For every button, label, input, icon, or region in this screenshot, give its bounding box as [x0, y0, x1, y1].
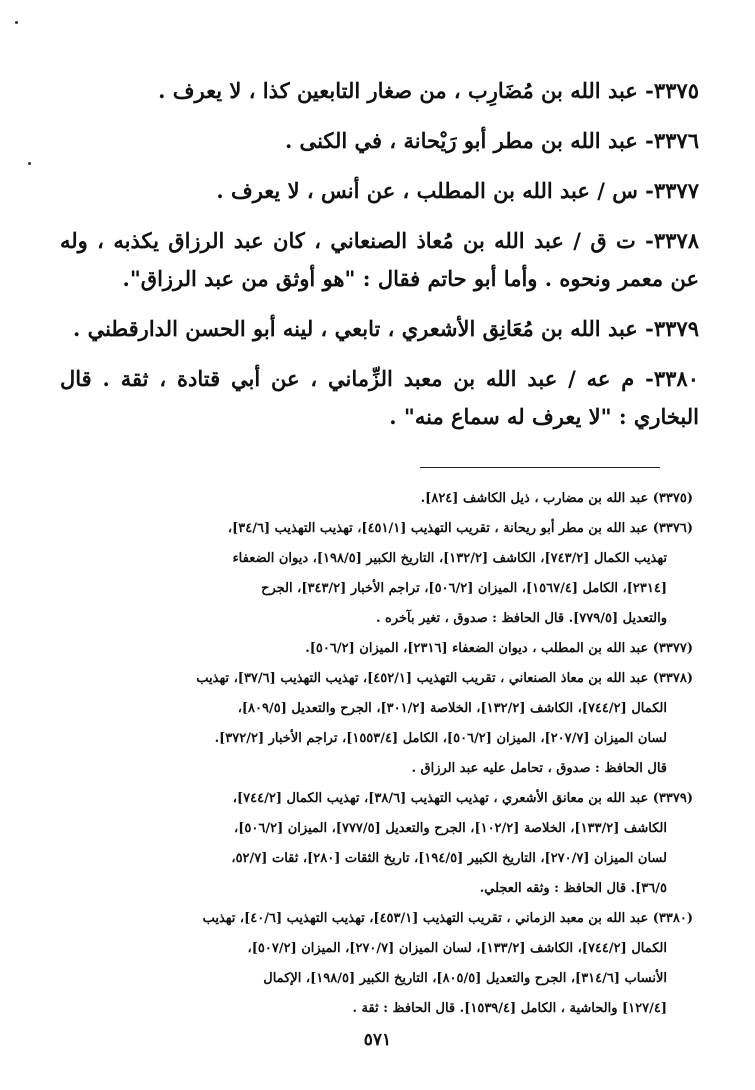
entries-section	[60, 72, 699, 448]
footnote-3376	[56, 514, 693, 634]
footnote-separator	[420, 467, 660, 468]
footnote-line: تهذيب الكمال [٧٤٣/٢]، الكاشف [١٣٢/٢]، التاريخ الكبير [١٩٨/٥]، ديوان الضعفاء	[232, 551, 667, 566]
footnote-3380	[56, 904, 693, 1024]
scan-speck	[28, 162, 31, 165]
footnote-line: (٣٣٨٠) عبد الله بن معبد الزماني ، تقريب التهذيب [٤٥٣/١]، تهذيب التهذيب [٤٠/٦]، تهذيب	[202, 911, 693, 926]
footnote-line: لسان الميزان [٢٧٠/٧]، التاريخ الكبير [١٩٤/٥]، تاريخ الثقات [٢٨٠]، ثقات [٥٢/٧،	[231, 851, 667, 866]
footnote-line: الأنساب [٣١٤/٦]، الجرح والتعديل [٨٠٥/٥]، التاريخ الكبير [١٩٨/٥]، الإكمال	[263, 971, 667, 986]
footnote-line: (٣٣٧٦) عبد الله بن مطر أبو ريحانة ، تقريب التهذيب [٤٥١/١]، تهذيب التهذيب [٣٤/٦]،	[227, 521, 693, 536]
entry-3379: ٣٣٧٩- عبد الله بن مُعَانِق الأشعري ، تابعي ، لينه أبو الحسن الدارقطني .	[72, 316, 699, 341]
footnote-line: الكمال [٧٤٤/٢]، الكاشف [١٣٣/٢]، لسان الميزان [٢٧٠/٧]، الميزان [٥٠٧/٢]،	[247, 941, 667, 956]
footnotes-section	[56, 484, 693, 1024]
footnote-line: والتعديل [٧٧٩/٥]. قال الحافظ : صدوق ، تغير بآخره .	[375, 611, 667, 626]
footnote-line: (٣٣٧٩) عبد الله بن معانق الأشعري ، تهذيب التهذيب [٣٨/٦]، تهذيب الكمال [٧٤٤/٢]،	[232, 791, 693, 806]
entry-3380: ٣٣٨٠- م عه / عبد الله بن معبد الزِّماني ، عن أبي قتادة ، ثقة . قال البخاري : "لا يعرف له سماع منه" .	[60, 366, 699, 429]
footnote-line: (٣٣٧٧) عبد الله بن المطلب ، ديوان الضعفاء [٢٣١٦]، الميزان [٥٠٦/٢].	[305, 641, 693, 656]
footnote-3375	[56, 484, 693, 514]
footnote-3379	[56, 784, 693, 904]
footnote-line: (٣٣٧٨) عبد الله بن معاذ الصنعاني ، تقريب التهذيب [٤٥٢/١]، تهذيب التهذيب [٣٧/٦]، تهذيب	[196, 671, 693, 686]
footnote-line: الكاشف [١٣٣/٢]، الخلاصة [١٠٢/٢]، الجرح والتعديل [٧٧٧/٥]، الميزان [٥٠٦/٢]،	[234, 821, 667, 836]
footnote-3377	[56, 634, 693, 664]
scan-speck	[15, 21, 18, 24]
footnote-line: [٢٣١٤]، الكامل [١٥٦٧/٤]، الميزان [٥٠٦/٢]، تراجم الأخبار [٣٤٣/٢]، الجرح	[261, 581, 667, 596]
entry-3376: ٣٣٧٦- عبد الله بن مطر أبو رَيْحانة ، في الكنى .	[284, 128, 699, 153]
footnote-line: ٣٦/٥]. قال الحافظ : وثقه العجلي.	[479, 881, 667, 896]
footnote-line: [١٢٧/٤] والحاشية ، الكامل [١٥٣٩/٤]. قال الحافظ : ثقة .	[352, 1001, 667, 1016]
footnote-line: قال الحافظ : صدوق ، تحامل عليه عبد الرزاق .	[411, 761, 667, 776]
page-number: ٥٧١	[363, 1030, 392, 1050]
footnote-line: الكمال [٧٤٤/٢]، الكاشف [١٣٢/٢]، الخلاصة [٣٠١/٢]، الجرح والتعديل [٨٠٩/٥]،	[237, 701, 667, 716]
entry-3377: ٣٣٧٧- س / عبد الله بن المطلب ، عن أنس ، لا يعرف .	[216, 178, 699, 203]
footnote-line: لسان الميزان [٢٠٧/٧]، الميزان [٥٠٦/٢]، الكامل [١٥٥٣/٤]، تراجم الأخبار [٣٧٢/٢].	[214, 731, 667, 746]
footnote-line: (٣٣٧٥) عبد الله بن مضارب ، ذيل الكاشف [٨٢٤].	[420, 491, 693, 506]
entry-3378: ٣٣٧٨- ت ق / عبد الله بن مُعاذ الصنعاني ، كان عبد الرزاق يكذبه ، وله عن معمر ونحوه . وأما أبو حاتم فقال : "هو أوثق من عبد الرزاق".	[60, 228, 699, 291]
footnote-3378	[56, 664, 693, 784]
entry-3375: ٣٣٧٥- عبد الله بن مُضَارِب ، من صغار التابعين كذا ، لا يعرف .	[158, 78, 699, 103]
